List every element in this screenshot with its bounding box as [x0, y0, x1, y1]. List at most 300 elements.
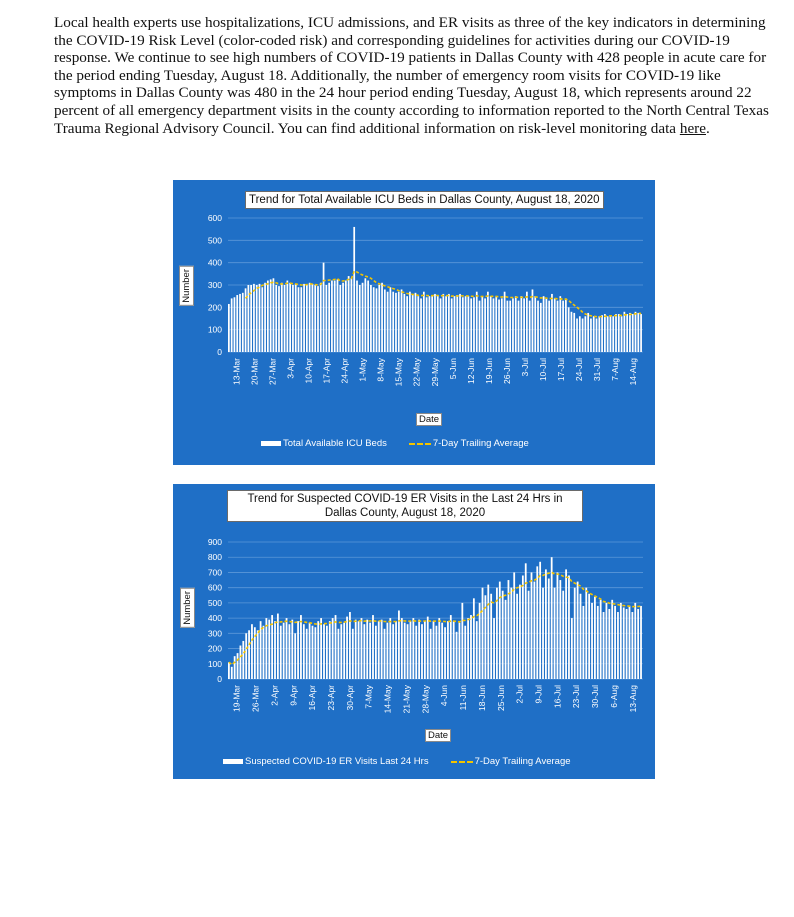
- icu-x-tick-label: 3-Apr: [285, 358, 296, 379]
- icu-bar: [479, 301, 481, 352]
- er-x-tick-label: 25-Jun: [495, 685, 506, 711]
- er-bar: [418, 620, 420, 679]
- er-bar: [557, 572, 559, 679]
- er-x-tick-label: 4-Jun: [439, 685, 450, 707]
- icu-y-tick-label: 400: [207, 257, 222, 268]
- icu-bar: [373, 287, 375, 352]
- er-bar: [338, 629, 340, 679]
- icu-bar: [568, 307, 570, 352]
- er-y-tick-label: 800: [207, 552, 222, 563]
- icu-bar: [490, 296, 492, 352]
- icu-bar: [451, 298, 453, 352]
- er-bar: [346, 617, 348, 679]
- icu-bar: [509, 301, 511, 352]
- er-bar: [410, 621, 412, 679]
- icu-bar: [598, 316, 600, 352]
- icu-bar: [462, 297, 464, 352]
- icu-bar: [309, 283, 311, 352]
- icu-bar: [593, 316, 595, 352]
- er-bar: [620, 603, 622, 679]
- icu-y-tick-label: 100: [207, 324, 222, 335]
- icu-bar: [624, 312, 626, 352]
- icu-bar: [440, 298, 442, 352]
- icu-x-tick-label: 31-Jul: [592, 358, 603, 382]
- er-bar: [291, 620, 293, 679]
- er-bar: [430, 629, 432, 679]
- er-bar: [340, 624, 342, 679]
- er-bar: [614, 606, 616, 679]
- icu-bar: [256, 285, 258, 352]
- icu-bar: [239, 294, 241, 352]
- here-link[interactable]: here: [679, 119, 706, 137]
- icu-bar: [481, 296, 483, 352]
- dash-swatch-icon: [409, 443, 431, 445]
- er-bar: [317, 621, 319, 679]
- er-bar: [499, 582, 501, 679]
- er-bar: [450, 615, 452, 679]
- er-bar: [395, 621, 397, 679]
- intro-text: Local health experts use hospitalizations, ICU admissions, and ER visits as three of the key indicators in determining the COVID-19 Risk Level (color-coded risk) and corresponding guidelines for activities during our COVID-19 response. We continue to see high numbers of COVID-19 patients in Dallas County with 428 people in acute care for the period ending Tuesday, August 18. Additionally, the number of emergency room visits for COVID-19 like symptoms in Dallas County was 480 in the 24 hour period ending Tuesday, August 18, which represents around 22 percent of all emergency department visits in the county according to information reported to the North Central Texas Trauma Regional Advisory Council. You can find additional information on risk-level monitoring data: [54, 14, 769, 137]
- er-visits-chart: [173, 484, 655, 779]
- icu-bar: [445, 296, 447, 352]
- er-bar: [461, 603, 463, 679]
- er-bar: [309, 623, 311, 679]
- er-bar: [459, 623, 461, 679]
- er-title-line-1: Trend for Suspected COVID-19 ER Visits in the Last 24 Hrs in: [247, 493, 563, 505]
- icu-bar: [562, 301, 564, 352]
- er-x-tick-label: 21-May: [401, 685, 412, 714]
- er-bar: [326, 626, 328, 679]
- er-y-tick-label: 700: [207, 567, 222, 578]
- icu-bar: [295, 284, 297, 352]
- icu-bar: [579, 316, 581, 352]
- icu-bar: [409, 292, 411, 352]
- icu-x-tick-label: 8-May: [375, 358, 386, 382]
- er-bar: [407, 624, 409, 679]
- er-x-tick-label: 19-Mar: [231, 685, 242, 712]
- er-x-tick-label: 30-Jul: [590, 685, 601, 709]
- er-x-tick-label: 6-Aug: [608, 685, 619, 708]
- icu-bar: [267, 281, 269, 352]
- er-bar: [303, 624, 305, 679]
- er-bar: [606, 603, 608, 679]
- er-bar: [268, 620, 270, 679]
- icu-bar: [306, 285, 308, 352]
- er-bar: [265, 618, 267, 679]
- icu-x-tick-label: 20-Mar: [249, 358, 260, 385]
- er-bar: [545, 569, 547, 679]
- er-bar: [363, 624, 365, 679]
- er-bar: [539, 562, 541, 679]
- icu-bar: [323, 263, 325, 352]
- er-bar: [245, 633, 247, 679]
- icu-x-tick-label: 1-May: [357, 358, 368, 382]
- icu-legend: [261, 438, 551, 449]
- icu-x-tick-label: 17-Apr: [321, 358, 332, 384]
- icu-bar: [303, 284, 305, 352]
- icu-legend-bars: Total Available ICU Beds: [261, 438, 387, 449]
- er-bar: [306, 629, 308, 679]
- icu-bar: [234, 297, 236, 352]
- icu-bar: [473, 297, 475, 352]
- icu-bar: [493, 298, 495, 352]
- icu-bar: [398, 292, 400, 352]
- er-x-tick-label: 9-Jul: [533, 685, 544, 704]
- er-bar: [467, 618, 469, 679]
- icu-bar: [420, 298, 422, 352]
- intro-paragraph: [54, 14, 776, 137]
- er-bar: [300, 615, 302, 679]
- icu-x-tick-label: 26-Jun: [501, 358, 512, 384]
- er-bar: [294, 633, 296, 679]
- er-bar: [631, 612, 633, 679]
- er-bar: [508, 580, 510, 679]
- er-bar: [335, 615, 337, 679]
- er-bar: [436, 626, 438, 679]
- er-bar: [378, 621, 380, 679]
- icu-bar: [465, 296, 467, 352]
- icu-bar: [381, 283, 383, 352]
- icu-bar: [515, 296, 517, 352]
- er-bar: [617, 612, 619, 679]
- icu-legend-average: 7-Day Trailing Average: [409, 438, 529, 449]
- icu-bar: [573, 313, 575, 352]
- er-bar: [421, 624, 423, 679]
- icu-bar: [339, 285, 341, 352]
- icu-bar: [376, 288, 378, 352]
- icu-bar: [281, 283, 283, 352]
- er-bar: [551, 557, 553, 679]
- icu-y-tick-label: 300: [207, 280, 222, 290]
- icu-bar: [236, 295, 238, 352]
- er-bar: [297, 621, 299, 679]
- icu-bar: [270, 279, 272, 352]
- icu-bar: [448, 294, 450, 352]
- er-y-tick-label: 100: [207, 658, 222, 669]
- icu-bar: [342, 283, 344, 352]
- er-bar: [240, 646, 242, 679]
- icu-bar: [328, 283, 330, 352]
- icu-bar: [228, 304, 230, 352]
- icu-bar: [331, 281, 333, 352]
- icu-bar: [334, 281, 336, 352]
- icu-bar: [320, 283, 322, 352]
- icu-bar: [484, 298, 486, 352]
- icu-x-tick-label: 19-Jun: [483, 358, 494, 384]
- icu-bar: [348, 276, 350, 352]
- er-y-tick-label: 400: [207, 613, 222, 624]
- icu-bar: [289, 283, 291, 352]
- icu-bar: [395, 293, 397, 352]
- er-x-tick-label: 18-Jun: [476, 685, 487, 711]
- icu-bar: [401, 289, 403, 352]
- er-bar: [516, 594, 518, 679]
- icu-bar: [615, 314, 617, 352]
- intro-end: .: [705, 119, 710, 137]
- icu-y-tick-label: 200: [207, 302, 222, 313]
- er-bar: [470, 615, 472, 679]
- icu-bar: [292, 285, 294, 352]
- icu-bar: [415, 293, 417, 352]
- icu-beds-chart: [173, 180, 655, 465]
- icu-bar: [637, 313, 639, 352]
- icu-chart-title: Trend for Total Available ICU Beds in Dallas County, August 18, 2020: [245, 191, 604, 209]
- er-bar: [392, 624, 394, 679]
- er-bar: [433, 621, 435, 679]
- icu-bar: [476, 292, 478, 352]
- icu-bar: [635, 312, 637, 352]
- icu-bar: [231, 298, 233, 352]
- er-bar: [505, 600, 507, 679]
- icu-bar: [520, 296, 522, 352]
- er-title-line-2: Dallas County, August 18, 2020: [324, 507, 486, 519]
- icu-bar: [387, 292, 389, 352]
- er-bar: [490, 594, 492, 679]
- icu-bar: [426, 297, 428, 352]
- icu-chart-plot: [173, 180, 655, 465]
- icu-bar: [565, 298, 567, 352]
- bar-swatch-icon: [223, 759, 243, 764]
- er-x-tick-label: 13-Aug: [627, 685, 638, 713]
- er-bar: [502, 591, 504, 679]
- icu-bar: [429, 296, 431, 352]
- er-bar: [533, 582, 535, 679]
- er-y-tick-label: 900: [207, 537, 222, 547]
- icu-bar: [501, 298, 503, 352]
- icu-bar: [362, 283, 364, 352]
- icu-y-tick-label: 0: [217, 347, 222, 357]
- icu-bar: [523, 298, 525, 352]
- er-bar: [510, 588, 512, 679]
- er-bar: [343, 623, 345, 679]
- icu-bar: [367, 281, 369, 352]
- er-bar: [597, 606, 599, 679]
- icu-bar: [353, 227, 355, 352]
- er-x-tick-label: 9-Apr: [288, 685, 299, 706]
- er-bar: [565, 569, 567, 679]
- icu-bar: [543, 296, 545, 352]
- icu-bar: [546, 298, 548, 352]
- icu-bar: [590, 319, 592, 353]
- er-bar: [476, 621, 478, 679]
- er-chart-title: [227, 490, 583, 522]
- er-x-axis-label: Date: [425, 729, 451, 742]
- icu-bar: [337, 279, 339, 352]
- icu-bar: [454, 296, 456, 352]
- icu-bar: [582, 319, 584, 353]
- er-bar: [375, 626, 377, 679]
- er-bar: [588, 594, 590, 679]
- er-bar: [640, 606, 642, 679]
- er-bar: [280, 626, 282, 679]
- er-bar: [580, 594, 582, 679]
- icu-bar: [512, 298, 514, 352]
- icu-bar: [468, 296, 470, 352]
- er-bar: [372, 615, 374, 679]
- icu-bar: [275, 285, 277, 352]
- er-bar: [464, 626, 466, 679]
- icu-y-axis-label: Number: [179, 266, 194, 306]
- icu-bar: [437, 296, 439, 352]
- icu-bar: [286, 281, 288, 352]
- icu-bar: [434, 294, 436, 352]
- icu-bar: [621, 316, 623, 352]
- icu-bar: [264, 283, 266, 352]
- icu-bar: [298, 287, 300, 352]
- icu-bar: [548, 301, 550, 352]
- er-bar: [289, 624, 291, 679]
- icu-x-tick-label: 15-May: [393, 358, 404, 387]
- icu-bar: [612, 316, 614, 352]
- icu-bar: [250, 285, 252, 352]
- icu-bar: [351, 278, 353, 352]
- er-bar: [361, 618, 363, 679]
- er-x-tick-label: 7-May: [363, 685, 374, 709]
- er-bar: [283, 623, 285, 679]
- er-bar: [355, 620, 357, 679]
- er-bar: [242, 641, 244, 679]
- dash-swatch-icon: [451, 761, 473, 763]
- er-y-tick-label: 300: [207, 628, 222, 639]
- er-bar: [349, 612, 351, 679]
- er-legend: [223, 756, 593, 767]
- icu-bar: [284, 285, 286, 352]
- er-bar: [389, 618, 391, 679]
- er-bar: [493, 618, 495, 679]
- icu-x-tick-label: 5-Jun: [447, 358, 458, 380]
- icu-bar: [504, 292, 506, 352]
- er-bar: [320, 618, 322, 679]
- er-bar: [623, 607, 625, 679]
- icu-bar: [345, 281, 347, 352]
- er-x-tick-label: 23-Jul: [571, 685, 582, 709]
- icu-bar: [392, 292, 394, 352]
- icu-bar: [459, 294, 461, 352]
- icu-bar: [534, 296, 536, 352]
- icu-bar: [604, 314, 606, 352]
- er-bar: [548, 579, 550, 679]
- icu-bar: [370, 285, 372, 352]
- icu-bar: [537, 301, 539, 352]
- icu-x-tick-label: 14-Aug: [628, 358, 639, 386]
- icu-bar: [259, 284, 261, 352]
- icu-bar: [596, 319, 598, 353]
- icu-bar: [554, 298, 556, 352]
- er-bar: [574, 588, 576, 679]
- icu-bar: [403, 294, 405, 352]
- icu-bar: [359, 285, 361, 352]
- er-bar: [542, 588, 544, 679]
- er-bar: [447, 621, 449, 679]
- er-bar: [274, 621, 276, 679]
- er-bar: [611, 600, 613, 679]
- icu-bar: [495, 296, 497, 352]
- icu-x-tick-label: 7-Aug: [610, 358, 621, 381]
- er-bar: [401, 618, 403, 679]
- er-bar: [536, 566, 538, 679]
- er-bar: [231, 667, 233, 679]
- er-bar: [582, 606, 584, 679]
- er-y-tick-label: 200: [207, 643, 222, 654]
- er-bar: [314, 627, 316, 679]
- er-bar: [329, 621, 331, 679]
- icu-bar: [540, 303, 542, 352]
- er-x-tick-label: 2-Jul: [514, 685, 525, 704]
- icu-x-tick-label: 3-Jul: [519, 358, 530, 377]
- icu-bar: [412, 294, 414, 352]
- icu-bar: [640, 314, 642, 352]
- er-bar: [260, 621, 262, 679]
- icu-x-tick-label: 10-Apr: [303, 358, 314, 384]
- er-bar: [412, 618, 414, 679]
- er-bar: [562, 591, 564, 679]
- icu-bar: [571, 312, 573, 352]
- er-x-tick-label: 30-Apr: [344, 685, 355, 711]
- icu-bar: [532, 289, 534, 352]
- icu-x-tick-label: 13-Mar: [231, 358, 242, 385]
- er-bar: [456, 632, 458, 679]
- icu-x-tick-label: 22-May: [411, 358, 422, 387]
- er-bar: [568, 575, 570, 679]
- icu-bar: [470, 298, 472, 352]
- er-bar: [577, 582, 579, 679]
- icu-bar: [364, 278, 366, 352]
- icu-bar: [384, 289, 386, 352]
- icu-bar: [456, 295, 458, 352]
- er-bar: [352, 629, 354, 679]
- icu-bar: [406, 296, 408, 352]
- icu-x-tick-label: 12-Jun: [465, 358, 476, 384]
- er-y-tick-label: 600: [207, 582, 222, 593]
- er-bar: [387, 623, 389, 679]
- icu-bar: [253, 284, 255, 352]
- icu-bar: [487, 292, 489, 352]
- er-x-tick-label: 16-Jul: [552, 685, 563, 709]
- er-bar: [424, 621, 426, 679]
- er-bar: [332, 618, 334, 679]
- icu-x-tick-label: 27-Mar: [267, 358, 278, 385]
- icu-bar: [632, 314, 634, 352]
- icu-bar: [557, 301, 559, 352]
- icu-bar: [587, 313, 589, 352]
- icu-bar: [423, 292, 425, 352]
- icu-bar: [390, 287, 392, 352]
- er-bar: [585, 588, 587, 679]
- icu-bar: [300, 287, 302, 352]
- er-bar: [381, 620, 383, 679]
- er-y-axis-label: Number: [180, 588, 195, 628]
- icu-bar: [559, 296, 561, 352]
- er-x-tick-label: 14-May: [382, 685, 393, 714]
- er-bar: [263, 626, 265, 679]
- er-bar: [369, 623, 371, 679]
- er-x-tick-label: 11-Jun: [458, 685, 469, 711]
- er-x-tick-label: 28-May: [420, 685, 431, 714]
- er-bar: [404, 623, 406, 679]
- er-bar: [248, 630, 250, 679]
- icu-bar: [325, 285, 327, 352]
- er-bar: [591, 603, 593, 679]
- er-bar: [629, 606, 631, 679]
- icu-bar: [431, 295, 433, 352]
- icu-bar: [273, 278, 275, 352]
- icu-bar: [312, 284, 314, 352]
- er-bar: [251, 624, 253, 679]
- er-bar: [312, 626, 314, 679]
- er-bar: [323, 624, 325, 679]
- er-bar: [438, 618, 440, 679]
- icu-y-tick-label: 500: [207, 235, 222, 246]
